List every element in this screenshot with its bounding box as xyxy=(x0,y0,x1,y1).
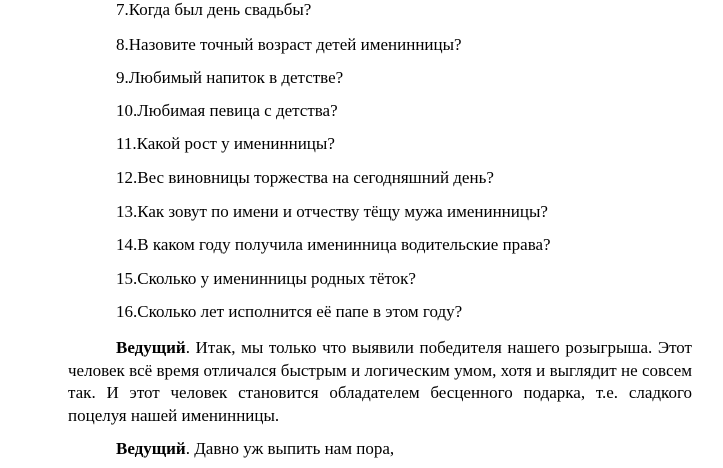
paragraph-text: . Давно уж выпить нам пора, xyxy=(185,439,395,458)
question-11: 11.Какой рост у именинницы? xyxy=(116,134,335,153)
host-paragraph-2 xyxy=(68,438,692,461)
question-8: 8.Назовите точный возраст детей именинницы? xyxy=(116,35,462,54)
speaker-label: Ведущий xyxy=(116,439,186,458)
question-7: 7.Когда был день свадьбы? xyxy=(116,0,312,19)
paragraph-text: . Итак, мы только что выявили победителя нашего розыгрыша. Этот человек всё время отличался быстрым и логическим умом, хотя и выглядит не совсем так. И этот человек становится обладателем бесценного подарка, т.е. сладкого поцелуя нашей именинницы. xyxy=(68,338,692,425)
question-16: 16.Сколько лет исполнится её папе в этом году? xyxy=(116,302,463,321)
question-15: 15.Сколько у именинницы родных тёток? xyxy=(116,269,416,288)
question-10: 10.Любимая певица с детства? xyxy=(116,101,338,120)
question-14: 14.В каком году получила именинница водительские права? xyxy=(116,235,551,254)
question-12: 12.Вес виновницы торжества на сегодняшний день? xyxy=(116,168,494,187)
host-paragraph-1 xyxy=(68,337,692,427)
question-9: 9.Любимый напиток в детстве? xyxy=(116,68,344,87)
speaker-label: Ведущий xyxy=(116,338,186,357)
question-13: 13.Как зовут по имени и отчеству тёщу мужа именинницы? xyxy=(116,202,548,221)
